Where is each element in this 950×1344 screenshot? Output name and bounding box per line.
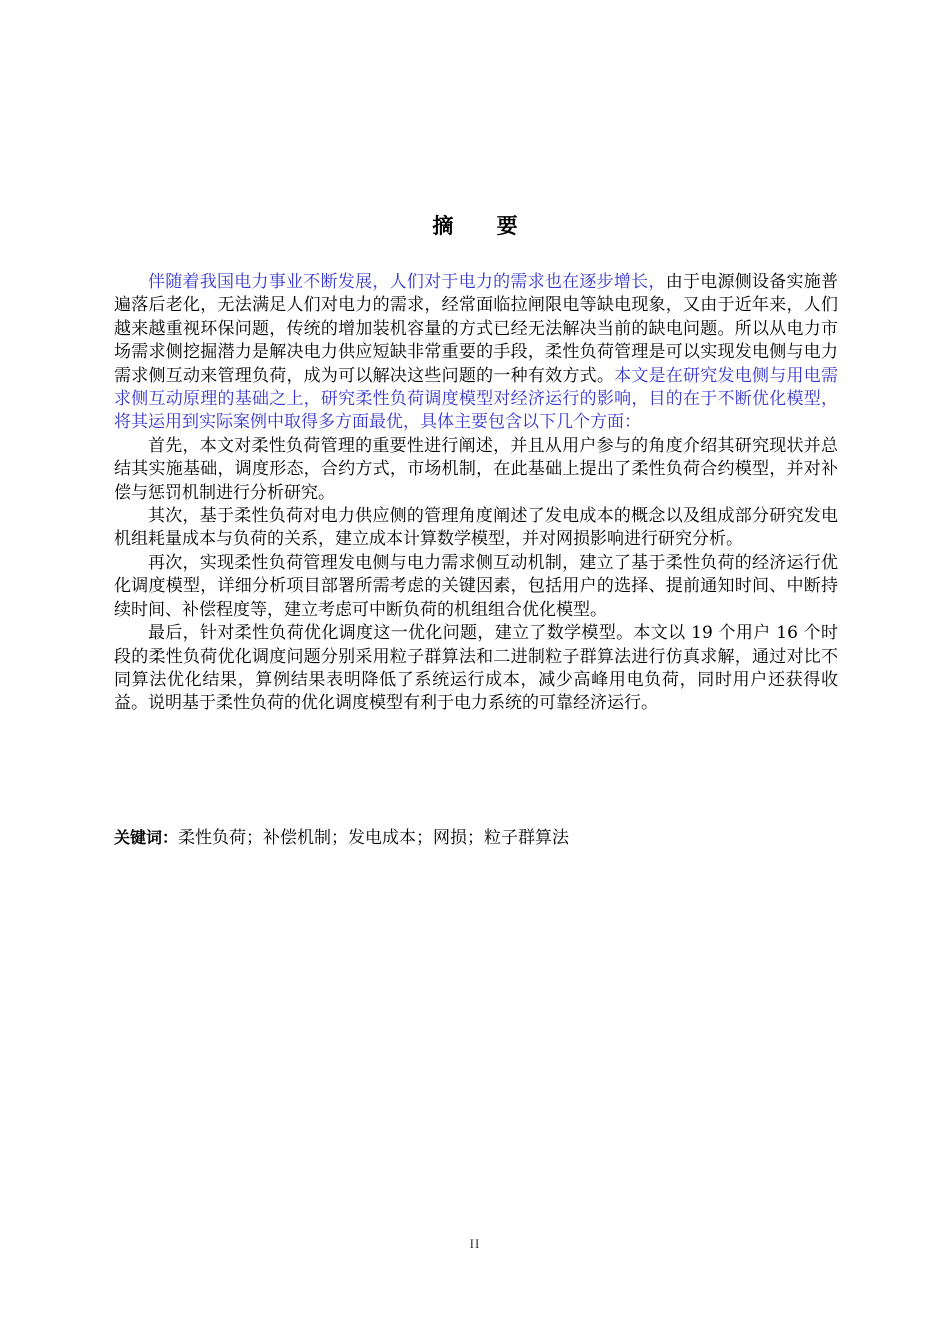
highlighted-text: 本文是在研究发电侧与用电需求侧互动原理的基础之上，研究柔性负荷调度模型对经济运行的影响，目的在于不断优化模型，将其运用到实际案例中取得多方面最优，具体主要包含以下几个方面： <box>114 365 839 433</box>
page-number: II <box>469 1236 481 1251</box>
abstract-paragraph-5: 最后，针对柔性负荷优化调度这一优化问题，建立了数学模型。本文以 19 个用户 16 个时段的柔性负荷优化调度问题分别采用粒子群算法和二进制粒子群算法进行仿真求解，通过对比不同算法优化结果，算例结果表明降低了系统运行成本，减少高峰用电负荷，同时用户还获得收益。说明基于柔性负荷的优化调度模型有利于电力系统的可靠经济运行。 <box>114 623 838 714</box>
page-title: 摘 要 <box>432 214 536 238</box>
abstract-paragraph-4: 再次，实现柔性负荷管理发电侧与电力需求侧互动机制，建立了基于柔性负荷的经济运行优化调度模型，详细分析项目部署所需考虑的关键因素，包括用户的选择、提前通知时间、中断持续时间、补偿程度等，建立考虑可中断负荷的机组组合优化模型。 <box>114 552 838 620</box>
highlighted-text: 伴随着我国电力事业不断发展，人们对于电力的需求也在逐步增长， <box>148 272 666 292</box>
abstract-paragraph-1 <box>114 271 838 435</box>
keywords-line <box>114 826 838 850</box>
keywords-text: 柔性负荷；补偿机制；发电成本；网损；粒子群算法 <box>178 828 570 848</box>
abstract-body <box>114 271 838 716</box>
keywords-label: 关键词： <box>114 828 179 847</box>
abstract-paragraph-2: 首先，本文对柔性负荷管理的重要性进行阐述，并且从用户参与的角度介绍其研究现状并总结其实施基础，调度形态，合约方式，市场机制，在此基础上提出了柔性负荷合约模型，并对补偿与惩罚机制进行分析研究。 <box>114 435 838 503</box>
abstract-paragraph-3: 其次，基于柔性负荷对电力供应侧的管理角度阐述了发电成本的概念以及组成部分研究发电机组耗量成本与负荷的关系，建立成本计算数学模型，并对网损影响进行研究分析。 <box>114 506 838 550</box>
body-text: 由于电源侧设备实施普遍落后老化，无法满足人们对电力的需求，经常面临拉闸限电等缺电现象，又由于近年来，人们越来越重视环保问题，传统的增加装机容量的方式已经无法解决当前的缺电问题。所以从电力市场需求侧挖掘潜力是解决电力供应短缺非常重要的手段，柔性负荷管理是可以实现发电侧与电力需求侧互动来管理负荷，成为可以解决这些问题的一种有效方式。 <box>114 272 839 386</box>
